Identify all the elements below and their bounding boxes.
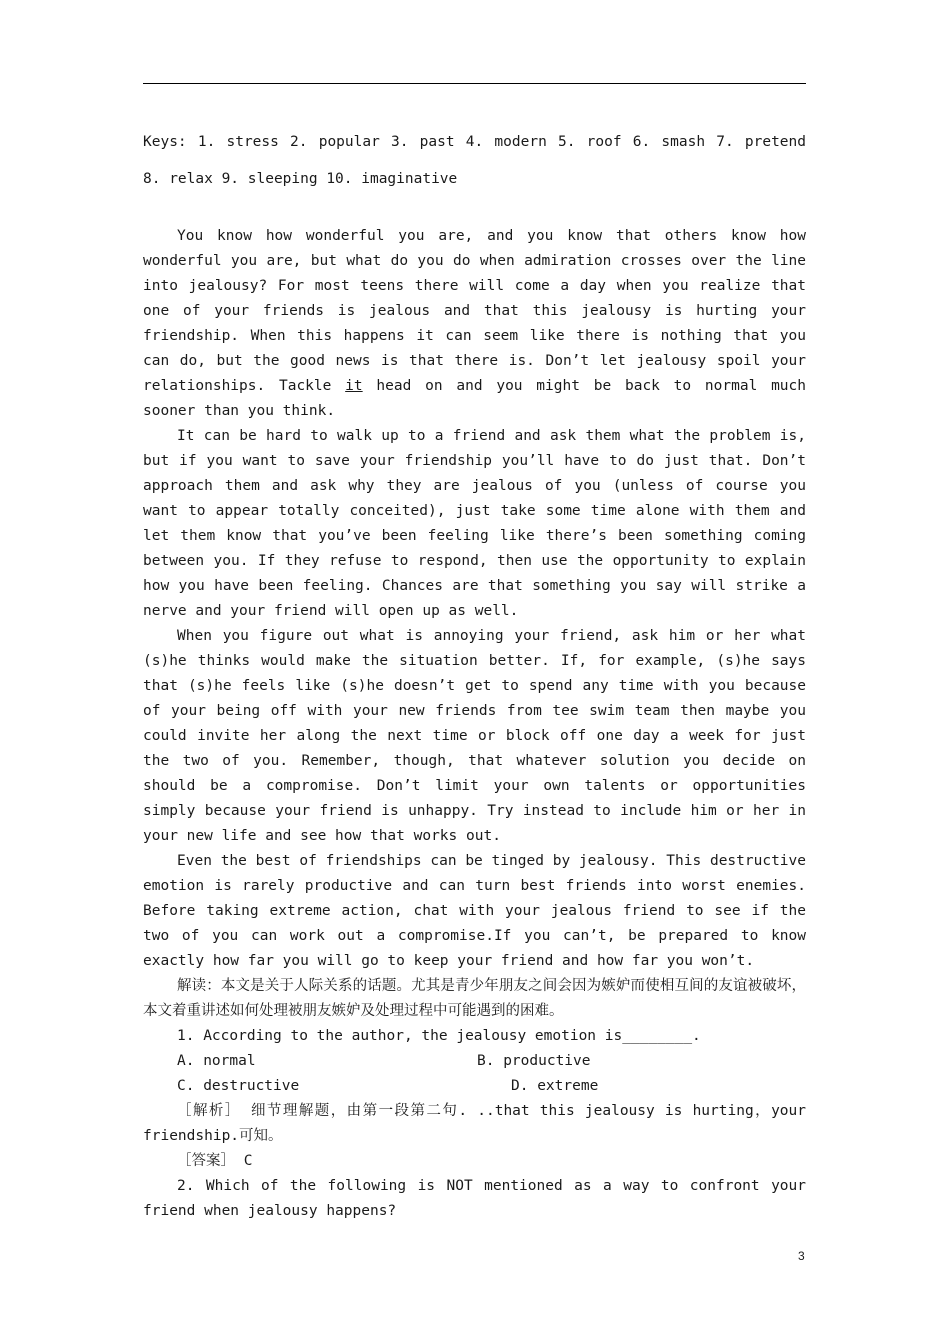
question-1-options-row-1 (143, 1049, 806, 1074)
option-a: A. normal (177, 1053, 256, 1069)
header-rule (143, 83, 806, 84)
question-2-stem: 2. Which of the following is NOT mentioned as a way to confront your friend when jealousy happens? (143, 1178, 806, 1219)
passage-paragraph-1: You know how wonderful you are, and you know that others know how wonderful you are, but what do you do when admiration crosses over the line into jealousy? For most teens there will come a day when you realize that one of your friends is jealous and that this jealousy is hurting your friendship. When this happens it can seem like there is nothing that you can do, but the good news is that there is. Don’t let jealousy spoil your relationships. Tackle it head on and you might be back to normal much sooner than you think. (143, 228, 806, 419)
keys-line-1: Keys: 1. stress 2. popular 3. past 4. modern 5. roof 6. smash 7. pretend (143, 134, 806, 150)
underlined-word: it (345, 378, 363, 394)
page-number: 3 (798, 1249, 805, 1263)
passage-paragraph-4: Even the best of friendships can be tinged by jealousy. This destructive emotion is rarely productive and can turn best friends into worst enemies. Before taking extreme action, chat with your jealous friend to see if the two of you can work out a compromise.If you can’t, be prepared to know exactly how far you will go to keep your friend and how far you won’t. (143, 853, 806, 969)
document-body (143, 124, 806, 1224)
passage-paragraph-2: It can be hard to walk up to a friend and ask them what the problem is, but if you want to save your friendship you’ll have to do just that. Don’t approach them and ask why they are jealous of you (unless of course you want to appear totally conceited), just take some time alone with them and let them know that you’ve been feeling like there’s been something coming between you. If they refuse to respond, then use the opportunity to explain how you have been feeling. Chances are that something you say will strike a nerve and your friend will open up as well. (143, 428, 806, 619)
question-1-answer: ［答案］ C (177, 1153, 253, 1169)
question-1-stem: 1. According to the author, the jealousy emotion is________. (177, 1028, 701, 1044)
option-c: C. destructive (177, 1078, 300, 1094)
analysis-text: 解读：本文是关于人际关系的话题。尤其是青少年朋友之间会因为嫉妒而使相互间的友谊被破坏，本文着重讲述如何处理被朋友嫉妒及处理过程中可能遇到的困难。 (143, 978, 806, 1019)
option-d: D. extreme (511, 1078, 599, 1094)
passage-paragraph-3: When you figure out what is annoying your friend, ask him or her what (s)he thinks would make the situation better. If, for example, (s)he says that (s)he feels like (s)he doesn’t get to spend any time with you because of your being off with your new friends from tee swim team then maybe you could invite her along the next time or block off one day a week for just the two of you. Remember, though, that whatever solution you decide on should be a compromise. Don’t limit your own talents or opportunities simply because your friend is unhappy. Try instead to include him or her in your new life and see how that works out. (143, 628, 806, 844)
answer-keys (143, 124, 806, 198)
option-b: B. productive (477, 1053, 591, 1069)
keys-line-2: 8. relax 9. sleeping 10. imaginative (143, 171, 458, 187)
question-1-explanation: ［解析］ 细节理解题，由第一段第二句. ..that this jealousy is hurting，your friendship.可知。 (143, 1103, 806, 1144)
question-1-options-row-2 (143, 1074, 806, 1099)
